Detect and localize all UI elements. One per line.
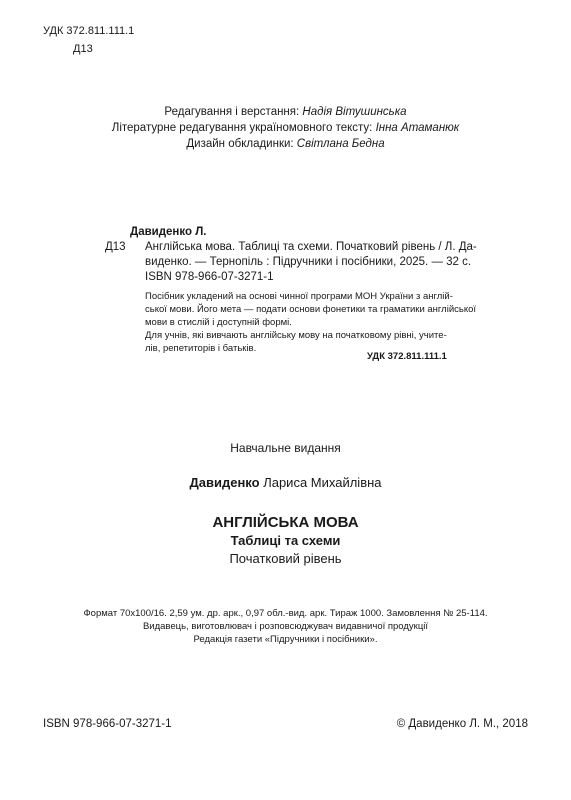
catalog-isbn: ISBN 978-966-07-3271-1 (145, 271, 274, 283)
imprint-editorial: Редакція газети «Підручники і посібники». (193, 634, 378, 645)
udk-code-top: УДК 372.811.111.1 (43, 25, 135, 37)
catalog-index: Д13 (105, 241, 126, 253)
book-title: АНГЛІЙСЬКА МОВА (212, 514, 359, 531)
imprint-format: Формат 70x100/16. 2,59 ум. др. арк., 0,97 обл.-вид. арк. Тираж 1000. Замовлення № 25-114. (83, 608, 488, 619)
top-classification (43, 24, 134, 56)
catalog-abstract: Посібник укладений на основі чинної програми МОН України з англій- ської мови. Його мета — подати основи фонетики та граматики англійської мови в стислій і доступній формі. Для учнів, які вивчають англійську мову на початковому рівні, учите- лів, репетиторів і батьків. (145, 291, 477, 354)
author-full-name: Давиденко Лариса Михайлівна (189, 475, 382, 490)
author-index-top: Д13 (73, 43, 93, 55)
credit-literary-editing: Літературне редагування україномовного тексту: Інна Атаманюк (111, 122, 460, 134)
footer-isbn: ISBN 978-966-07-3271-1 (43, 718, 172, 730)
book-titles (0, 513, 571, 568)
catalog-desc-line: Англійська мова. Таблиці та схеми. Початковий рівень / Л. Да- (145, 241, 477, 253)
edition-type: Навчальне видання (230, 441, 341, 455)
credit-cover-design: Дизайн обкладинки: Світлана Бедна (186, 138, 385, 150)
catalog-record (105, 225, 500, 365)
footer-copyright: © Давиденко Л. М., 2018 (396, 718, 528, 730)
book-level: Початковий рівень (229, 551, 342, 566)
credits-block (0, 104, 571, 152)
catalog-udk: УДК 372.811.111.1 (367, 351, 447, 362)
credit-editing: Редагування і верстання: Надія Вітушинська (164, 106, 407, 118)
book-subtitle: Таблиці та схеми (230, 533, 341, 548)
catalog-description (145, 240, 500, 355)
imprint-block (0, 607, 571, 646)
catalog-author: Давиденко Л. (130, 226, 207, 238)
catalog-desc-line: виденко. — Тернопіль : Підручники і посібники, 2025. — 32 с. (145, 256, 472, 268)
imprint-publisher: Видавець, виготовлювач і розповсюджувач видавничої продукції (142, 621, 429, 632)
